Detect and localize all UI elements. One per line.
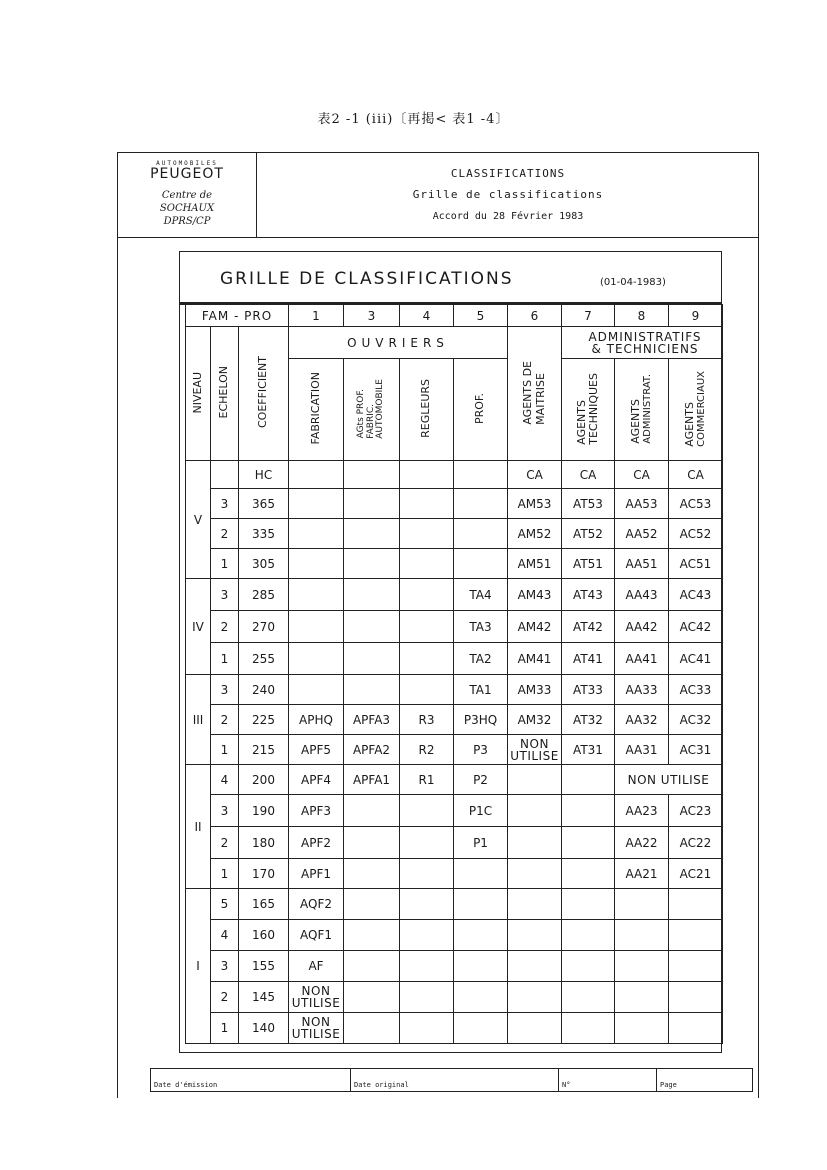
grid-cell: P3: [454, 735, 508, 765]
grid-cell: [454, 489, 508, 519]
grid-cell: [344, 982, 400, 1013]
grid-cell: [454, 889, 508, 920]
grid-cell: APF4: [289, 765, 344, 795]
grid-cell: [289, 519, 344, 549]
grid-title: GRILLE DE CLASSIFICATIONS: [220, 269, 514, 289]
grid-cell: [508, 982, 562, 1013]
grid-cell: AT41: [562, 643, 615, 675]
non-utilise-cell: [289, 1013, 344, 1044]
grid-cell: [400, 795, 454, 827]
grid-cell: [454, 982, 508, 1013]
footer-page: Page: [660, 1081, 677, 1089]
level-iii: III: [186, 675, 211, 765]
utilise-text: UTILISE: [291, 996, 341, 1010]
col-header-niveau: NIVEAU: [186, 327, 211, 461]
coefficient-cell: 200: [239, 765, 289, 795]
grid-cell: [562, 859, 615, 889]
table-row: [186, 549, 723, 579]
utilise-text: UTILISE: [291, 1027, 341, 1041]
header-title: CLASSIFICATIONS: [450, 167, 566, 180]
cell: [454, 461, 508, 489]
grid-cell: [454, 951, 508, 982]
grid-cell: AC31: [669, 735, 723, 765]
cell-ca: CA: [615, 461, 669, 489]
grid-cell: AT53: [562, 489, 615, 519]
table-row: [186, 795, 723, 827]
group-ouvriers: OUVRIERS: [289, 327, 508, 359]
grid-cell: [508, 827, 562, 859]
coefficient-cell: 180: [239, 827, 289, 859]
grid-cell: [615, 889, 669, 920]
grid-cell: [289, 643, 344, 675]
group-administratifs-techniciens: ADMINISTRATIFS & TECHNICIENS: [562, 327, 723, 359]
grid-cell: [454, 519, 508, 549]
table-row: [186, 643, 723, 675]
grid-cell: AM41: [508, 643, 562, 675]
grid-cell: AQF2: [289, 889, 344, 920]
grid-cell: [344, 951, 400, 982]
grid-cell: APFA1: [344, 765, 400, 795]
table-row: [186, 982, 723, 1013]
grid-cell: [400, 489, 454, 519]
grid-cell: [344, 920, 400, 951]
grid-cell: TA3: [454, 611, 508, 643]
grid-cell: AC41: [669, 643, 723, 675]
table-row: [186, 735, 723, 765]
grid-cell: [615, 951, 669, 982]
grid-cell: [562, 827, 615, 859]
table-row: [186, 859, 723, 889]
fam-number-7: 7: [562, 305, 615, 327]
grid-cell: TA4: [454, 579, 508, 611]
grid-cell: AA31: [615, 735, 669, 765]
cell-ca: CA: [562, 461, 615, 489]
grid-cell: AT31: [562, 735, 615, 765]
logo-small-text: AUTOMOBILES: [156, 160, 218, 167]
footer-date-emission: Date d'émission: [151, 1069, 351, 1091]
echelon-cell: 4: [211, 765, 239, 795]
cell: [289, 461, 344, 489]
coefficient-cell: 225: [239, 705, 289, 735]
grid-cell: AA43: [615, 579, 669, 611]
fam-number-5: 5: [454, 305, 508, 327]
echelon-cell: 2: [211, 827, 239, 859]
col-header-agents-administratifs: AGENTSADMINISTRAT.: [615, 359, 669, 461]
footer-number: N°: [559, 1069, 657, 1091]
table-row: [186, 889, 723, 920]
grid-cell: [344, 675, 400, 705]
echelon-cell: 3: [211, 795, 239, 827]
grid-cell: [508, 889, 562, 920]
grid-cell: [400, 951, 454, 982]
classification-grid: [185, 304, 723, 1044]
coefficient-cell: 140: [239, 1013, 289, 1044]
grid-cell: [289, 489, 344, 519]
col-header-echelon: ECHELON: [211, 327, 239, 461]
grid-cell: [344, 859, 400, 889]
coefficient-hc: HC: [239, 461, 289, 489]
logo-line-3: DPRS/CP: [163, 216, 211, 227]
fam-number-6: 6: [508, 305, 562, 327]
coefficient-cell: 305: [239, 549, 289, 579]
grid-cell: AA41: [615, 643, 669, 675]
col-header-agents-techniques: AGENTSTECHNIQUES: [562, 359, 615, 461]
grid-cell: AA52: [615, 519, 669, 549]
grid-cell: AM42: [508, 611, 562, 643]
coefficient-cell: 215: [239, 735, 289, 765]
grid-cell: [400, 920, 454, 951]
echelon-cell: 3: [211, 951, 239, 982]
grid-cell: [454, 1013, 508, 1044]
grid-cell: [344, 549, 400, 579]
grid-cell: AA33: [615, 675, 669, 705]
fam-number-3: 3: [344, 305, 400, 327]
fam-number-8: 8: [615, 305, 669, 327]
echelon-cell: 3: [211, 579, 239, 611]
grid-cell: TA2: [454, 643, 508, 675]
non-utilise-cell: [289, 982, 344, 1013]
table-row: [186, 765, 723, 795]
grid-cell: AM43: [508, 579, 562, 611]
grid-cell: P2: [454, 765, 508, 795]
cell-ca: CA: [669, 461, 723, 489]
utilise-text: UTILISE: [510, 748, 559, 763]
grid-cell: [508, 859, 562, 889]
echelon-cell: 4: [211, 920, 239, 951]
echelon-cell: 5: [211, 889, 239, 920]
fam-number-1: 1: [289, 305, 344, 327]
grid-cell: AA53: [615, 489, 669, 519]
grid-cell: [508, 920, 562, 951]
grid-cell: R1: [400, 765, 454, 795]
grid-cell: [344, 519, 400, 549]
grid-cell: [669, 982, 723, 1013]
table-row: [186, 920, 723, 951]
grid-cell: [400, 827, 454, 859]
fam-number-9: 9: [669, 305, 723, 327]
coefficient-cell: 240: [239, 675, 289, 705]
level-iv: IV: [186, 579, 211, 675]
grid-cell: [344, 579, 400, 611]
cell: [344, 461, 400, 489]
table-row: [186, 951, 723, 982]
grid-cell: AC22: [669, 827, 723, 859]
non-utilise-cell: NON UTILISE: [615, 765, 723, 795]
grid-cell: [615, 1013, 669, 1044]
grid-cell: [400, 889, 454, 920]
echelon-cell: 1: [211, 1013, 239, 1044]
document-caption: 表2 -1 (iii)〔再掲< 表1 -4〕: [317, 112, 510, 127]
echelon-cell: 1: [211, 735, 239, 765]
grid-cell: [508, 795, 562, 827]
echelon-cell: 3: [211, 489, 239, 519]
grid-cell: R2: [400, 735, 454, 765]
grid-cell: AT33: [562, 675, 615, 705]
grid-cell: [400, 549, 454, 579]
footer-date-original: Date original: [351, 1069, 559, 1091]
grid-cell: AT51: [562, 549, 615, 579]
grid-cell: [344, 489, 400, 519]
table-row: [186, 705, 723, 735]
logo-brand: PEUGEOT: [150, 166, 224, 182]
col-header-agents-commerciaux: AGENTSCOMMERCIAUX: [669, 359, 723, 461]
grid-cell: [669, 951, 723, 982]
grid-cell: R3: [400, 705, 454, 735]
grid-cell: [344, 643, 400, 675]
non-utilise-cell: [508, 735, 562, 765]
grid-cell: P3HQ: [454, 705, 508, 735]
non-text: NON: [301, 984, 331, 998]
coefficient-cell: 285: [239, 579, 289, 611]
table-row: [186, 675, 723, 705]
grid-cell: APF1: [289, 859, 344, 889]
echelon-cell: [211, 461, 239, 489]
col-header-regleurs: REGLEURS: [400, 359, 454, 461]
level-i: I: [186, 889, 211, 1044]
grid-cell: AC23: [669, 795, 723, 827]
table-row: [186, 827, 723, 859]
level-ii: II: [186, 765, 211, 889]
grid-cell: [400, 579, 454, 611]
grid-cell: AM51: [508, 549, 562, 579]
grid-cell: AM32: [508, 705, 562, 735]
grid-cell: [562, 795, 615, 827]
grid-cell: [344, 1013, 400, 1044]
coefficient-cell: 335: [239, 519, 289, 549]
grid-cell: P1: [454, 827, 508, 859]
grid-cell: [344, 827, 400, 859]
grid-cell: AA42: [615, 611, 669, 643]
grid-cell: [615, 920, 669, 951]
grid-cell: [289, 579, 344, 611]
grid-cell: AC51: [669, 549, 723, 579]
grid-cell: [562, 951, 615, 982]
grid-cell: [454, 859, 508, 889]
echelon-cell: 1: [211, 549, 239, 579]
coefficient-cell: 160: [239, 920, 289, 951]
grid-cell: AM52: [508, 519, 562, 549]
grid-cell: AC52: [669, 519, 723, 549]
fam-number-4: 4: [400, 305, 454, 327]
grid-cell: [562, 982, 615, 1013]
grid-cell: AM33: [508, 675, 562, 705]
table-row: [186, 611, 723, 643]
grid-cell: [562, 765, 615, 795]
grid-cell: AC21: [669, 859, 723, 889]
echelon-cell: 2: [211, 611, 239, 643]
logo-box: [118, 153, 257, 237]
col-header-coefficient: COEFFICIENT: [239, 327, 289, 461]
grid-cell: [289, 675, 344, 705]
coefficient-cell: 190: [239, 795, 289, 827]
table-row: [186, 579, 723, 611]
grid-cell: [400, 982, 454, 1013]
grid-cell: [615, 982, 669, 1013]
grid-cell: [400, 1013, 454, 1044]
grid-cell: AA23: [615, 795, 669, 827]
grid-cell: AT32: [562, 705, 615, 735]
header-row: [118, 153, 758, 238]
coefficient-cell: 255: [239, 643, 289, 675]
col-header-agents-maitrise: AGENTS DEMAITRISE: [508, 327, 562, 461]
col-header-agts-prof-fabric: AGts PROF.FABRIC.AUTOMOBILE: [344, 359, 400, 461]
grid-cell: [669, 1013, 723, 1044]
grid-cell: [400, 675, 454, 705]
level-v: V: [186, 461, 211, 579]
grid-cell: [400, 643, 454, 675]
grid-cell: AC43: [669, 579, 723, 611]
grid-date: (01-04-1983): [600, 277, 666, 288]
echelon-cell: 1: [211, 859, 239, 889]
grid-cell: AC42: [669, 611, 723, 643]
grid-cell: [562, 920, 615, 951]
echelon-cell: 3: [211, 675, 239, 705]
col-header-prof: PROF.: [454, 359, 508, 461]
grid-cell: [508, 951, 562, 982]
grid-cell: [400, 611, 454, 643]
coefficient-cell: 155: [239, 951, 289, 982]
grid-cell: AT42: [562, 611, 615, 643]
logo-line-1: Centre de: [161, 190, 213, 201]
grid-cell: APFA2: [344, 735, 400, 765]
header-subtitle: Grille de classifications: [412, 188, 604, 201]
grid-cell: [562, 1013, 615, 1044]
non-text: NON: [520, 736, 549, 751]
grid-cell: [400, 859, 454, 889]
coefficient-cell: 270: [239, 611, 289, 643]
grid-cell: AA21: [615, 859, 669, 889]
echelon-cell: 2: [211, 705, 239, 735]
grid-cell: [289, 549, 344, 579]
table-row: [186, 1013, 723, 1044]
grid-cell: [344, 795, 400, 827]
non-text: NON: [301, 1015, 331, 1029]
header-titles: [258, 153, 758, 237]
grid-cell: [508, 765, 562, 795]
grid-cell: [400, 519, 454, 549]
logo-line-2: SOCHAUX: [159, 203, 215, 214]
grid-cell: APF3: [289, 795, 344, 827]
grid-title-band: [180, 252, 721, 305]
coefficient-cell: 145: [239, 982, 289, 1013]
grid-cell: AC33: [669, 675, 723, 705]
table-row: [186, 519, 723, 549]
grid-cell: [669, 920, 723, 951]
grid-cell: AC53: [669, 489, 723, 519]
grid-cell: [669, 889, 723, 920]
grid-cell: [508, 1013, 562, 1044]
coefficient-cell: 165: [239, 889, 289, 920]
grid-cell: AA32: [615, 705, 669, 735]
grid-cell: AF: [289, 951, 344, 982]
grid-cell: [289, 611, 344, 643]
grid-cell: [454, 920, 508, 951]
grid-cell: AT52: [562, 519, 615, 549]
grid-cell: AM53: [508, 489, 562, 519]
cell-ca: CA: [508, 461, 562, 489]
grid-cell: APF2: [289, 827, 344, 859]
fam-pro-label: FAM - PRO: [186, 305, 289, 327]
cell: [400, 461, 454, 489]
grid-cell: [562, 889, 615, 920]
echelon-cell: 1: [211, 643, 239, 675]
grid-cell: [344, 889, 400, 920]
grid-cell: AC32: [669, 705, 723, 735]
grid-cell: [344, 611, 400, 643]
coefficient-cell: 170: [239, 859, 289, 889]
grid-cell: AA51: [615, 549, 669, 579]
echelon-cell: 2: [211, 519, 239, 549]
col-header-fabrication: FABRICATION: [289, 359, 344, 461]
grid-cell: AA22: [615, 827, 669, 859]
footer-row: [150, 1068, 753, 1092]
grid-cell: P1C: [454, 795, 508, 827]
grid-cell: AQF1: [289, 920, 344, 951]
grid-cell: APFA3: [344, 705, 400, 735]
header-accord: Accord du 28 Février 1983: [432, 211, 584, 222]
grid-cell: [454, 549, 508, 579]
table-row: [186, 489, 723, 519]
grid-cell: APHQ: [289, 705, 344, 735]
echelon-cell: 2: [211, 982, 239, 1013]
grid-cell: APF5: [289, 735, 344, 765]
grid-cell: AT43: [562, 579, 615, 611]
coefficient-cell: 365: [239, 489, 289, 519]
grid-cell: TA1: [454, 675, 508, 705]
